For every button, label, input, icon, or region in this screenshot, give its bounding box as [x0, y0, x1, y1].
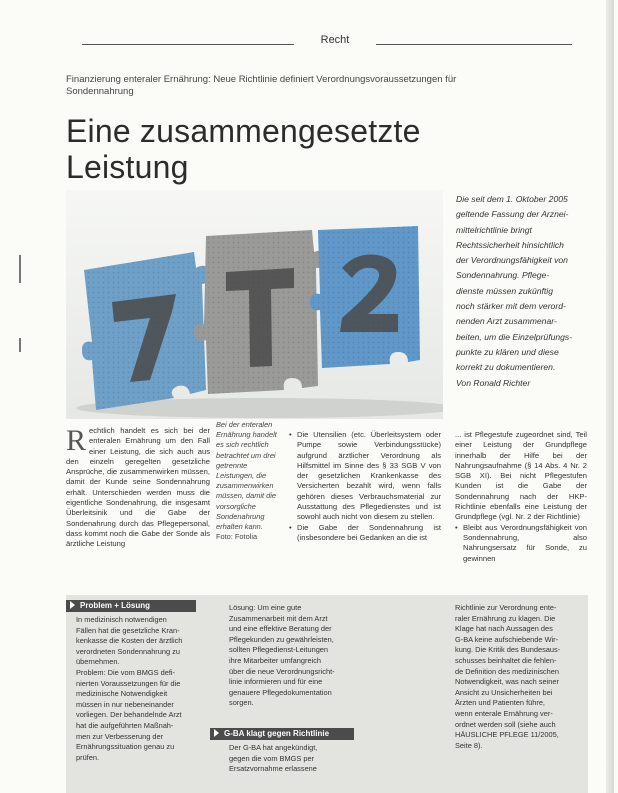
box-line: gegen die vom BMGS per: [229, 753, 315, 763]
box-column-3: [455, 603, 585, 751]
box-heading-gba: [210, 728, 354, 740]
box-column-1: [76, 615, 216, 763]
box-column-2b: [229, 743, 379, 775]
page-edge: [606, 0, 614, 793]
margin-note: [216, 420, 278, 542]
box-line: de Definition des medizinischen: [455, 666, 559, 676]
box-line: genauere Pflegedokumentation: [229, 687, 332, 697]
lead-line: korrekt zu dokumentieren.: [456, 362, 556, 373]
box-line: Seite 8).: [455, 740, 483, 750]
box-line: hat die aufgeführten Maßnah-: [76, 720, 174, 730]
box-heading-label: G-BA klagt gegen Richtlinie: [224, 729, 330, 738]
header-rule-left: [82, 44, 294, 45]
body-text: echtlich handelt es sich bei der enteralen Ernährung um den Fall einer Leistung, die sich auch aus den einzeln geregelten gesetzliche Ansprüche, die zusammenwirken müssen, damit der Kunde seine Sondennahrung erhält. Unterschieden werden muss die eigentliche Sondenahrung, die insgesamt Überleitsinik und die Gabe der Sondenahrung durch das Pflegepersonal, dass kommt noch die Gabe der Sonde als ärztliche Leistung: [66, 426, 210, 549]
box-line: prüfen.: [76, 752, 100, 762]
box-line: vorliegen. Der behandelnde Arzt: [76, 710, 182, 720]
arrow-right-icon: [214, 729, 219, 737]
box-line: müssen in nur nebeneinander: [76, 699, 174, 709]
lead-line: noch stärker mit dem verord-: [456, 301, 566, 312]
margin-note-text: Bei der enteralen Ernährung handelt es sich rechtlich betrachtet um drei getrennte Leistungen, die zusammenwirken müssen, damit die vorsorgliche Sondenahrung erhalten kann.: [216, 420, 277, 532]
lead-line: Rechtssicherheit hinsichtlich: [456, 239, 564, 250]
section-label: Recht: [320, 34, 350, 46]
body-column-1: [66, 426, 210, 591]
box-line: Ansicht zu Unsicherheiten bei: [455, 687, 553, 697]
box-line: raler Ernährung zu klagen. Die: [455, 613, 556, 623]
box-line: und eine effektive Beratung der: [229, 624, 332, 634]
box-line: kung. Die Kritik des Bundesaus-: [455, 645, 561, 655]
box-line: Lösung: Um eine gute: [229, 603, 302, 612]
box-line: Notwendigkeit, was nach seiner: [455, 677, 559, 687]
lead-line: Die seit dem 1. Oktober 2005: [456, 194, 568, 204]
lead-author: Von Ronald Richter: [456, 377, 531, 388]
box-line: Ersatzvornahme erlassene: [229, 764, 317, 774]
drop-cap: R: [66, 426, 87, 457]
box-line: G-BA keine aufschiebende Wir-: [455, 634, 559, 644]
bullet-item: • Die Gabe der Sondennahrung ist (insbesondere bei Gedanken an die ist: [289, 523, 441, 544]
lead-line: mittelrichtlinie bringt: [456, 224, 532, 235]
tile-left: [82, 252, 211, 410]
box-line: Fällen hat die gesetzliche Kran-: [76, 625, 180, 635]
lead-line: der Verordnungsfähigkeit von: [456, 255, 568, 266]
lead-line: nenden Arzt zusammenar-: [456, 316, 557, 327]
box-line: übernehmen.: [76, 657, 120, 667]
arrow-right-icon: [70, 601, 75, 609]
margin-note-author: Foto: Fotolia: [216, 532, 258, 542]
box-line: verordneten Sondennahrung zu: [76, 646, 180, 656]
box-line: Pflegekunden zu gewährleisten,: [229, 634, 334, 644]
bullet-list-3: [455, 523, 587, 564]
article-lead: [456, 192, 591, 391]
info-box: [66, 595, 588, 793]
article-kicker: Finanzierung enteraler Ernährung: Neue Richtlinie definiert Verordnungsvoraussetzungen für Sondennahrung: [66, 74, 457, 97]
box-heading-label: Problem + Lösung: [80, 601, 151, 610]
body-text-3: ... ist Pflegestufe zugeordnet sind, Teil einer Leistung der Grundpflege innerhalb der Hilfe bei der Nahrungsaufnahme (§ 14 Abs. 4 Nr. 2 SGB XI). Bei nicht Pflegestufen Kunden ist die Gabe der Sondennahrung nach der HKP-Richtlinie ebenfalls eine Leistung der Grundpflege (vgl. Nr. 2 der Richtlinie): [455, 430, 587, 522]
box-line: Der G-BA hat angekündigt,: [229, 743, 318, 752]
tile-middle: [194, 230, 327, 394]
article-title: [66, 113, 446, 185]
title-line-1: Eine zusammengesetzte: [66, 113, 421, 149]
box-line: sorgen.: [229, 698, 254, 708]
lead-line: punkte zu klären und diese: [456, 346, 559, 357]
box-line: ihre Mitarbeiter umfangreich: [229, 655, 322, 665]
box-line: über die neue Verordnungsricht-: [229, 666, 335, 676]
box-heading-problem: [66, 600, 196, 612]
binding-mark-1: [19, 255, 21, 283]
box-line: Klage hat nach Aussagen des: [455, 624, 553, 634]
article-photo: [66, 190, 443, 419]
lead-line: beiten, um die Einzelprüfungs-: [456, 331, 573, 342]
lead-line: dienste müssen zukünftig: [456, 285, 553, 296]
box-line: In medizinisch notwendigen: [76, 615, 167, 624]
bullet-list: [289, 430, 441, 543]
title-line-2: Leistung: [66, 149, 189, 185]
lead-line: geltende Fassung der Arznei-: [456, 209, 569, 220]
box-line: wenn enterale Ernährung ver-: [455, 708, 553, 718]
header-rule-right: [376, 44, 572, 45]
box-line: nierten Voraussetzungen für die: [76, 678, 181, 688]
lead-line: Sondennahrung. Pflege-: [456, 270, 550, 281]
tile-right: [310, 226, 420, 368]
box-line: Ernährungssituation genau zu: [76, 742, 175, 752]
box-line: kenkasse die Kosten der ärztlich: [76, 636, 183, 646]
box-line: linie informieren und für eine: [229, 677, 323, 687]
box-column-2: [229, 603, 379, 709]
box-line: Richtlinie zur Verordnung ente-: [455, 603, 557, 612]
box-line: HÄUSLICHE PFLEGE 11/2005,: [455, 730, 559, 740]
box-line: men zur Verbesserung der: [76, 731, 164, 741]
box-line: Ärzten und Patienten führe,: [455, 698, 545, 708]
box-line: Problem: Die vom BMGS defi-: [76, 667, 175, 677]
box-line: ordnet werden soll (siehe auch: [455, 719, 556, 729]
bullet-item: • Die Utensilien (etc. Überleitsystem oder Pumpe sowie Verbindungsstücke) aufgrund ärztlicher Verordnung als Hilfsmittel im Sinne des § 33 SGB V von der gesetzlichen Krankenkasse des Versicherten bezahlt wird, wenn falls gehören dieses Verbrauchsmaterial zur Ausstattung des Pflegedienstes und ist sowohl auch nicht von diesem zu stellen.: [289, 430, 441, 523]
binding-mark-2: [19, 338, 21, 352]
body-column-3: [455, 430, 587, 580]
box-line: Zusammenarbeit mit dem Arzt: [229, 613, 328, 623]
box-line: medizinische Notwendigkeit: [76, 689, 168, 699]
box-line: schusses beinhaltet die fehlen-: [455, 655, 557, 665]
box-line: sollten Pflegedienst-Leitungen: [229, 645, 329, 655]
bullet-item: • Bleibt aus Verordnungsfähigkeit von Sondennahrung, also Nahrungsersatz für Sonde, zu gewinnen: [455, 523, 587, 564]
puzzle-tiles-image: [66, 190, 443, 419]
body-column-2: [289, 430, 441, 580]
